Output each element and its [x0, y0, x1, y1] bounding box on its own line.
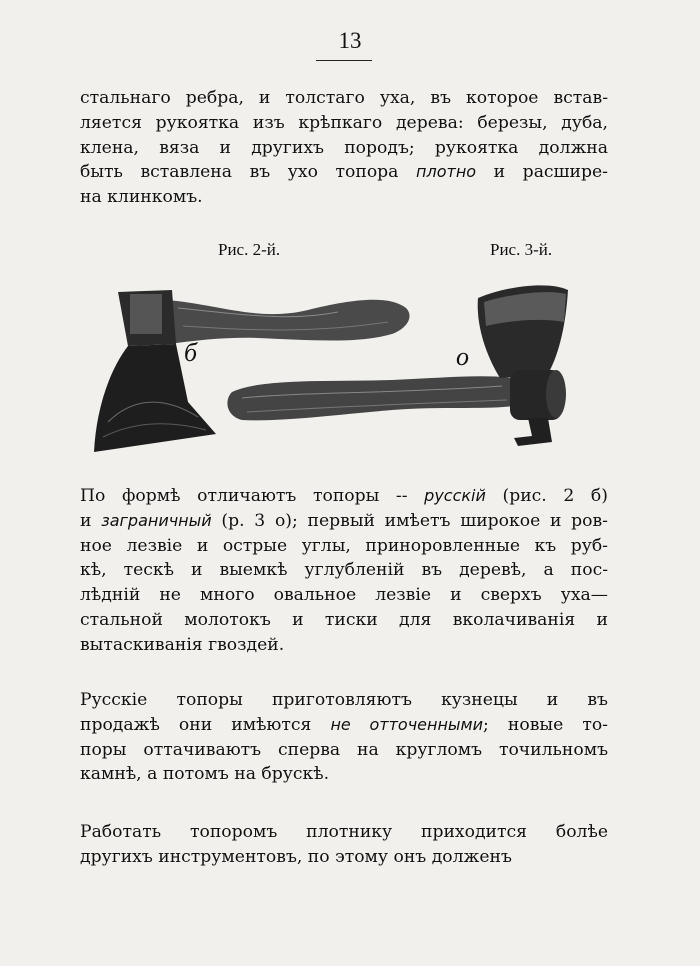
figure-2-caption: Рис. 2-й.	[218, 240, 281, 259]
figure-2-label: б	[184, 338, 198, 367]
text-segment: и	[80, 510, 102, 531]
text-line: на клинкомъ.	[80, 187, 203, 208]
text-line: Работать топоромъ плотнику приходится болѣе	[80, 822, 608, 842]
text-line: другихъ инструментовъ, по этому онъ долженъ	[80, 846, 512, 867]
text-line: Русскiе топоры приготовляютъ кузнецы и въ	[80, 690, 608, 710]
figure-3-caption: Рис. 3-й.	[490, 240, 553, 259]
text-line	[80, 160, 608, 185]
text-segment: (р. 3 о); первый имѣетъ широкое и ров-	[211, 510, 608, 531]
paragraph-3	[80, 688, 608, 787]
text-line: стальной молотокъ и тиски для вколачиванiя и	[80, 609, 608, 630]
text-line: камнѣ, а потомъ на брускѣ.	[80, 764, 330, 785]
text-segment: продажѣ они имѣются	[80, 714, 331, 735]
text-segment: и расшире-	[476, 162, 608, 183]
text-line: поры оттачиваютъ сперва на кругломъ точильномъ	[80, 739, 608, 760]
text-line	[80, 509, 608, 534]
emphasized-term: заграничный	[101, 510, 212, 530]
text-line	[80, 484, 608, 509]
text-line: лѣднiй не много овальное лезвiе и сверхъ уха—	[80, 585, 608, 606]
text-line: кѣ, тескѣ и выемкѣ углубленiй въ деревѣ, а пос-	[80, 560, 608, 581]
text-segment: По формѣ отличаютъ топоры --	[80, 486, 425, 506]
page-number-rule	[316, 60, 372, 61]
figure-3-label: о	[456, 342, 469, 371]
page-number: 13	[0, 28, 700, 54]
foreign-axe-illustration	[222, 282, 572, 457]
paragraph-2	[80, 484, 608, 658]
paragraph-4	[80, 820, 608, 870]
text-line: ляется рукоятка изъ крѣпкаго дерева: березы, дуба,	[80, 112, 608, 133]
paragraph-1	[80, 86, 608, 210]
text-line	[80, 713, 608, 738]
text-segment: быть вставлена въ ухо топора	[80, 162, 417, 183]
text-line: стальнаго ребра, и толстаго уха, въ которое встав-	[80, 88, 608, 108]
text-segment: ; новые то-	[483, 714, 608, 735]
emphasized-term: русскiй	[424, 486, 486, 505]
text-line: ное лезвiе и острые углы, приноровленные къ руб-	[80, 535, 608, 556]
text-line: вытаскиванiя гвоздей.	[80, 634, 285, 655]
emphasized-term: не отточенными	[330, 714, 484, 734]
emphasized-term: плотно	[416, 162, 477, 182]
text-segment: (рис. 2 б)	[485, 486, 608, 506]
text-line: клена, вяза и другихъ породъ; рукоятка должна	[80, 137, 608, 158]
